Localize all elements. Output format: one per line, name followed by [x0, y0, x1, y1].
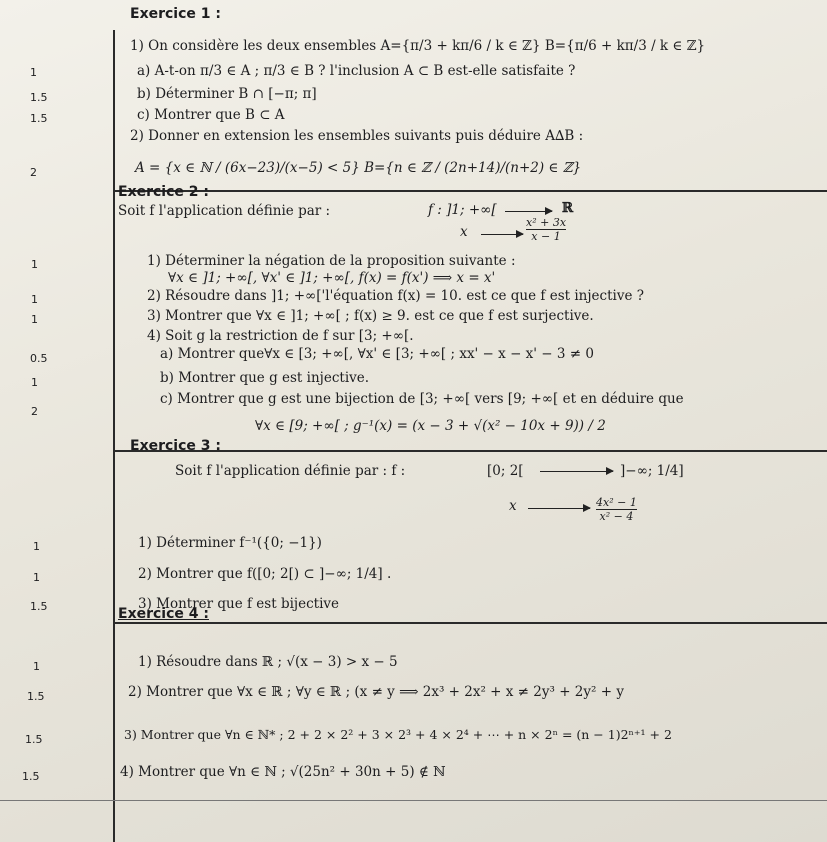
ex2-q1-prop: ∀x ∈ ]1; +∞[, ∀x' ∈ ]1; +∞[, f(x) = f(x') ⟹ x = x'	[168, 270, 496, 286]
ex1-q1c-points: 1.5	[30, 112, 48, 125]
ex1-q1c: c) Montrer que B ⊂ A	[137, 107, 285, 123]
ex3-q2: 2) Montrer que f([0; 2[) ⊂ ]−∞; 1/4] .	[138, 566, 392, 582]
ex3-title: Exercice 3 :	[130, 438, 221, 454]
ex2-q1: 1) Déterminer la négation de la proposition suivante :	[147, 253, 516, 269]
ex2-q4b-points: 1	[31, 376, 38, 389]
ex2-map-arrow-2	[481, 234, 523, 235]
ex3-map-den: x² − 4	[596, 509, 637, 523]
ex2-map-num: x² + 3x	[526, 216, 567, 229]
ex1-q1b-points: 1.5	[30, 91, 48, 104]
ex2-map-codomain: ℝ	[562, 200, 574, 216]
ex3-q2-points: 1	[33, 571, 40, 584]
ex1-q2-points: 2	[30, 166, 37, 179]
ex2-map-fraction	[526, 216, 566, 243]
ex4-q1: 1) Résoudre dans ℝ ; √(x − 3) > x − 5	[138, 654, 398, 670]
ex2-q4a-points: 0.5	[30, 352, 48, 365]
ex1-title: Exercice 1 :	[130, 6, 221, 22]
ex2-q4b: b) Montrer que g est injective.	[160, 370, 370, 386]
ex3-map-arrow	[540, 471, 613, 472]
ex3-intro: Soit f l'application définie par : f :	[175, 463, 406, 479]
ex4-q2: 2) Montrer que ∀x ∈ ℝ ; ∀y ∈ ℝ ; (x ≠ y ⟹ 2x³ + 2x² + x ≠ 2y³ + 2y² + y	[128, 684, 624, 700]
ex2-map-domain: f : ]1; +∞[	[428, 202, 497, 218]
ex2-q4c-points: 2	[31, 405, 38, 418]
ex4-q2-points: 1.5	[27, 690, 45, 703]
ex2-intro: Soit f l'application définie par :	[118, 203, 331, 219]
ex2-title: Exercice 2 :	[118, 184, 209, 200]
ex3-q3: 3) Montrer que f est bijective	[138, 596, 339, 612]
ex1-q2: 2) Donner en extension les ensembles suivants puis déduire A∆B :	[130, 128, 584, 144]
ex2-q4a: a) Montrer que∀x ∈ [3; +∞[, ∀x' ∈ [3; +∞[ ; xx' − x − x' − 3 ≠ 0	[160, 346, 594, 362]
ex4-q4: 4) Montrer que ∀n ∈ ℕ ; √(25n² + 30n + 5) ∉ ℕ	[120, 764, 446, 780]
ex2-map-den: x − 1	[526, 229, 566, 243]
ex2-q4: 4) Soit g la restriction de f sur [3; +∞[.	[147, 328, 414, 344]
ex4-q3-points: 1.5	[25, 733, 43, 746]
bottom-line	[0, 800, 827, 801]
ex2-q4c-formula: ∀x ∈ [9; +∞[ ; g⁻¹(x) = (x − 3 + √(x² − 10x + 9)) / 2	[255, 418, 606, 434]
ex3-map-codomain: ]−∞; 1/4]	[620, 463, 684, 479]
ex3-q1: 1) Déterminer f⁻¹({0; −1})	[138, 535, 322, 551]
margin-line	[113, 30, 115, 842]
ex4-title: Exercice 4 :	[118, 606, 209, 622]
ex3-map-fraction	[596, 496, 637, 523]
ex3-q3-points: 1.5	[30, 600, 48, 613]
ex2-map-arrow	[505, 211, 552, 212]
ex3-map-arrow-2	[528, 508, 590, 509]
ex2-q3-points: 1	[31, 313, 38, 326]
ex2-q1-points: 1	[31, 258, 38, 271]
ex2-q2-points: 1	[31, 293, 38, 306]
ex1-q2-sets: A = {x ∈ ℕ / (6x−23)/(x−5) < 5} B={n ∈ ℤ / (2n+14)/(n+2) ∈ ℤ}	[135, 160, 582, 176]
ex3-map-domain: [0; 2[	[487, 463, 524, 479]
ex2-q2: 2) Résoudre dans ]1; +∞['l'équation f(x) = 10. est ce que f est injective ?	[147, 288, 644, 304]
divider-ex4	[113, 622, 827, 624]
ex4-q3: 3) Montrer que ∀n ∈ ℕ* ; 2 + 2 × 2² + 3 × 2³ + 4 × 2⁴ + ⋯ + n × 2ⁿ = (n − 1)2ⁿ⁺¹ + 2	[124, 727, 672, 742]
ex3-map-var: x	[509, 498, 517, 514]
ex2-q3: 3) Montrer que ∀x ∈ ]1; +∞[ ; f(x) ≥ 9. est ce que f est surjective.	[147, 308, 594, 324]
ex1-q1: 1) On considère les deux ensembles A={π/3 + kπ/6 / k ∈ ℤ} B={π/6 + kπ/3 / k ∈ ℤ}	[130, 38, 706, 54]
ex1-q1a-points: 1	[30, 66, 37, 79]
ex2-map-var: x	[460, 224, 468, 240]
ex4-q1-points: 1	[33, 660, 40, 673]
ex1-q1b: b) Déterminer B ∩ [−π; π]	[137, 86, 317, 102]
ex1-q1a: a) A-t-on π/3 ∈ A ; π/3 ∈ B ? l'inclusion A ⊂ B est-elle satisfaite ?	[137, 63, 576, 79]
divider-ex2	[113, 190, 827, 192]
ex4-q4-points: 1.5	[22, 770, 40, 783]
ex3-map-num: 4x² − 1	[596, 496, 637, 509]
ex3-q1-points: 1	[33, 540, 40, 553]
ex2-q4c: c) Montrer que g est une bijection de [3; +∞[ vers [9; +∞[ et en déduire que	[160, 391, 684, 407]
